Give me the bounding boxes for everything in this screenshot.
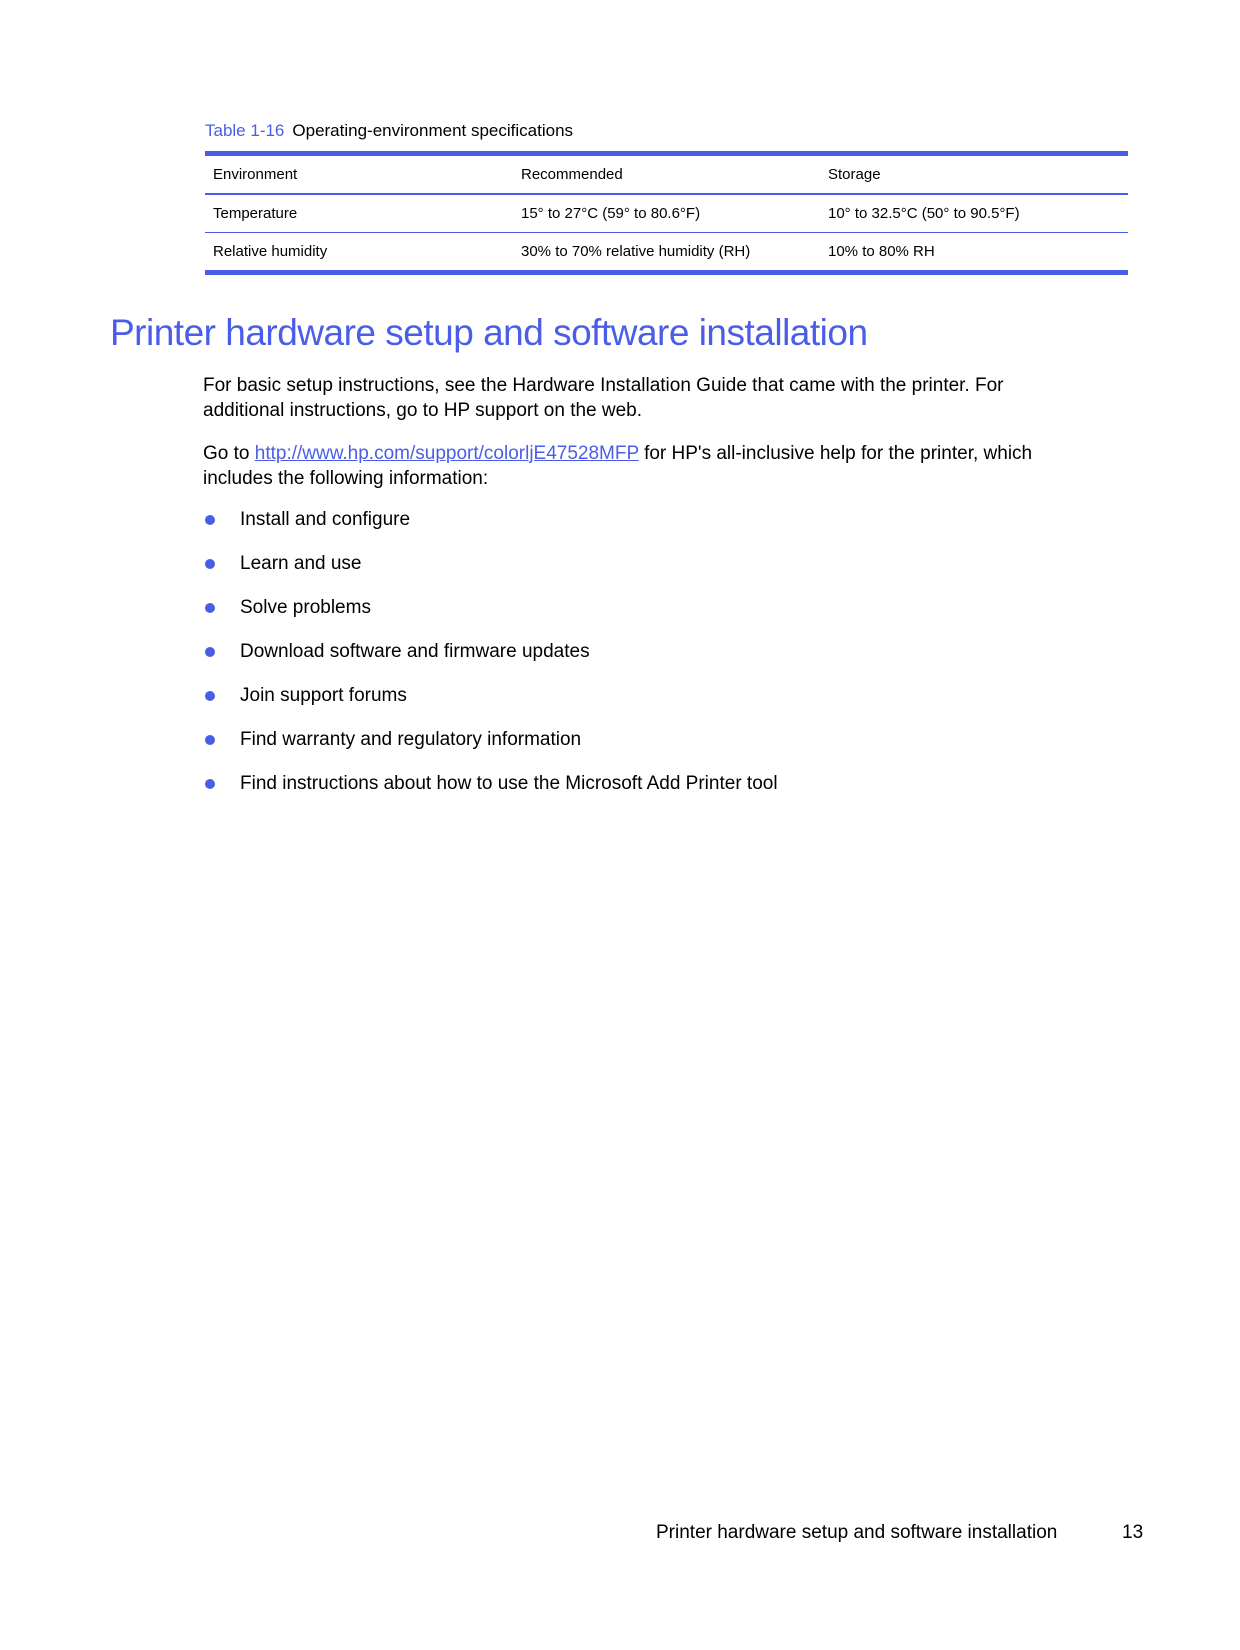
help-topics-list bbox=[203, 507, 778, 815]
bullet-icon bbox=[205, 691, 215, 701]
column-header-storage: Storage bbox=[828, 166, 881, 183]
intro-paragraph: For basic setup instructions, see the Hardware Installation Guide that came with the printer. For additional instructions, go to HP support on the web. bbox=[203, 375, 1004, 421]
list-item bbox=[203, 595, 778, 639]
list-item bbox=[203, 639, 778, 683]
list-item-text: Find warranty and regulatory information bbox=[240, 729, 582, 750]
bullet-icon bbox=[205, 779, 215, 789]
table-cell: 10° to 32.5°C (50° to 90.5°F) bbox=[828, 205, 1020, 222]
list-item bbox=[203, 727, 778, 771]
list-item-text: Join support forums bbox=[240, 685, 407, 706]
table-cell: 30% to 70% relative humidity (RH) bbox=[521, 243, 751, 260]
bullet-icon bbox=[205, 735, 215, 745]
table-cell: Relative humidity bbox=[213, 243, 328, 260]
bullet-icon bbox=[205, 515, 215, 525]
footer-section-title: Printer hardware setup and software installation bbox=[656, 1522, 1058, 1543]
list-item bbox=[203, 507, 778, 551]
table-row bbox=[205, 194, 1128, 233]
list-item bbox=[203, 551, 778, 595]
hp-support-link[interactable]: http://www.hp.com/support/colorljE47528MFP bbox=[254, 443, 639, 464]
table-cell: Temperature bbox=[213, 205, 298, 222]
list-item-text: Learn and use bbox=[240, 553, 362, 574]
support-paragraph-suffix: for HP's all-inclusive help for the printer, which includes the following information: bbox=[203, 443, 1033, 489]
list-item bbox=[203, 683, 778, 727]
section-title: Printer hardware setup and software installation bbox=[110, 312, 868, 353]
table-caption-number: Table 1-16 bbox=[205, 121, 285, 140]
operating-environment-table bbox=[205, 151, 1128, 275]
column-header-recommended: Recommended bbox=[521, 166, 623, 183]
bullet-icon bbox=[205, 603, 215, 613]
list-item-text: Download software and firmware updates bbox=[240, 641, 590, 662]
bullet-icon bbox=[205, 559, 215, 569]
support-paragraph bbox=[203, 441, 1083, 491]
list-item bbox=[203, 771, 778, 815]
list-item-text: Install and configure bbox=[240, 509, 411, 530]
list-item-text: Solve problems bbox=[240, 597, 371, 618]
bullet-icon bbox=[205, 647, 215, 657]
list-item-text: Find instructions about how to use the Microsoft Add Printer tool bbox=[240, 773, 778, 794]
column-header-environment: Environment bbox=[213, 166, 298, 183]
support-paragraph-prefix: Go to bbox=[203, 443, 255, 464]
table-row bbox=[205, 233, 1128, 273]
table-caption bbox=[205, 121, 573, 141]
table-header-row bbox=[205, 154, 1128, 195]
table-cell: 15° to 27°C (59° to 80.6°F) bbox=[521, 205, 701, 222]
table-caption-title: Operating-environment specifications bbox=[292, 121, 574, 140]
page-number: 13 bbox=[1122, 1522, 1144, 1543]
table-cell: 10% to 80% RH bbox=[828, 243, 935, 260]
